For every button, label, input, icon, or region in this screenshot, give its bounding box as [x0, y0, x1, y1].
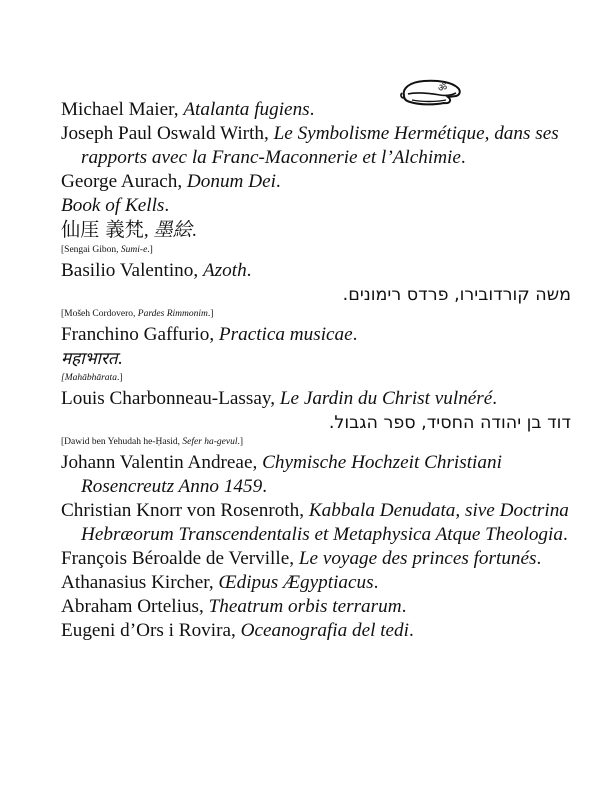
entry-punctuation: .: [408, 620, 414, 641]
bibliography-list: [61, 98, 581, 643]
entry-title: Chymische Hochzeit Christiani Rosencreutz Anno 1459: [81, 452, 502, 497]
entry-title: Atalanta fugiens: [183, 99, 310, 120]
entry-author: Athanasius Kircher: [61, 572, 209, 593]
entry-author: George Aurach: [61, 171, 178, 192]
entry-author: [Sengai Gibon: [61, 245, 117, 255]
bibliography-entry: François Béroalde de Verville, Le voyage des princes fortunés.: [61, 548, 542, 569]
entry-punctuation: .: [328, 413, 335, 433]
entry-punctuation: .: [373, 572, 379, 593]
entry-title: Theatrum orbis terrarum: [208, 596, 402, 617]
bibliography-entry: Michael Maier, Atalanta fugiens.: [61, 99, 315, 120]
entry-author: [Dawid ben Yehudah he-Ḥasid: [61, 437, 178, 447]
entry-title: Sefer ha-gevul: [182, 437, 238, 447]
entry-title: Donum Dei: [186, 171, 276, 192]
bibliography-entry: Johann Valentin Andreae, Chymische Hochzeit Christiani Rosencreutz Anno 1459.: [61, 452, 502, 497]
entry-punctuation: .]: [207, 309, 214, 319]
entry-punctuation: .]: [237, 437, 244, 447]
transliteration-note: [Mošeh Cordovero, Pardes Rimmonim.]: [61, 309, 214, 319]
entry-author: Johann Valentin Andreae: [61, 452, 253, 473]
entry-punctuation: .: [164, 195, 170, 216]
bibliography-entry: Basilio Valentino, Azoth.: [61, 260, 252, 281]
entry-punctuation: .: [262, 476, 267, 497]
bibliography-entry: George Aurach, Donum Dei.: [61, 171, 281, 192]
entry-author: 仙厓 義梵: [61, 218, 144, 241]
entry-punctuation: .: [562, 524, 568, 545]
entry-punctuation: .]: [147, 245, 153, 255]
entry-punctuation: .]: [116, 373, 123, 383]
svg-text:ॐ: ॐ: [438, 83, 448, 94]
entry-title: Œdipus Ægyptiacus: [218, 572, 374, 593]
entry-punctuation: .: [342, 285, 349, 305]
entry-punctuation: .: [191, 220, 197, 241]
entry-punctuation: .: [309, 99, 315, 120]
bibliography-entry: 仙厓 義梵, 墨絵.: [61, 218, 197, 241]
transliteration-note: [61, 372, 581, 385]
bibliography-entry: Franchino Gaffurio, Practica musicae.: [61, 324, 358, 345]
entry-punctuation: .: [401, 596, 407, 617]
entry-punctuation: .: [117, 348, 123, 369]
entry-title: [Mahābhārata: [61, 373, 117, 383]
entry-punctuation: .: [492, 388, 498, 409]
entry-title: Oceanografia del tedi: [240, 620, 409, 641]
entry-title: Le voyage des princes fortunés: [298, 548, 537, 569]
entry-title: ספר הגבול: [334, 413, 416, 433]
bibliography-entry: [61, 347, 581, 371]
entry-author: דוד בן יהודה החסיד: [426, 413, 571, 433]
entry-author: Louis Charbonneau-Lassay: [61, 388, 271, 409]
entry-title: 墨絵: [153, 218, 192, 241]
bibliography-entry: Christian Knorr von Rosenroth, Kabbala Denudata, sive Doctrina Hebræorum Transcendentalis et Metaphysica Atque Theologia.: [61, 500, 569, 545]
entry-title: Practica musicae: [218, 324, 353, 345]
entry-punctuation: .: [352, 324, 358, 345]
entry-author: משה קורדובירו: [459, 285, 571, 305]
entry-author: Franchino Gaffurio: [61, 324, 210, 345]
entry-title: Book of Kells: [61, 195, 165, 216]
entry-title: Sumi-e: [120, 245, 148, 255]
bibliography-entry: [61, 194, 581, 218]
transliteration-note: [Sengai Gibon, Sumi-e.]: [61, 245, 153, 255]
entry-author: Abraham Ortelius: [61, 596, 200, 617]
entry-author: [Mošeh Cordovero: [61, 309, 134, 319]
bibliography-entry: Joseph Paul Oswald Wirth, Le Symbolisme Hermétique, dans ses rapports avec la Franc-Maconnerie et l’Alchimie.: [61, 123, 559, 168]
entry-author: Basilio Valentino: [61, 260, 194, 281]
entry-title: Le Symbolisme Hermétique, dans ses rapports avec la Franc-Maconnerie et l’Alchimie: [81, 123, 559, 168]
entry-author: Michael Maier: [61, 99, 174, 120]
entry-author: François Béroalde de Verville: [61, 548, 290, 569]
entry-title: פרדס רימונים: [348, 285, 449, 305]
entry-title: Le Jardin du Christ vulnéré: [279, 388, 493, 409]
bibliography-entry: דוד בן יהודה החסיד, ספר הגבול.: [328, 413, 571, 433]
entry-punctuation: .: [460, 147, 466, 168]
bibliography-entry: Abraham Ortelius, Theatrum orbis terrarum.: [61, 596, 407, 617]
entry-title: महाभारत: [61, 349, 118, 369]
bibliography-entry: Eugeni d’Ors i Rovira, Oceanografia del tedi.: [61, 620, 414, 641]
bibliography-entry: Louis Charbonneau-Lassay, Le Jardin du Christ vulnéré.: [61, 388, 498, 409]
entry-author: Christian Knorr von Rosenroth: [61, 500, 300, 521]
entry-author: Joseph Paul Oswald Wirth: [61, 123, 264, 144]
entry-title: Kabbala Denudata, sive Doctrina Hebræorum Transcendentalis et Metaphysica Atque Theologia: [81, 500, 569, 545]
entry-author: Eugeni d’Ors i Rovira: [61, 620, 231, 641]
entry-title: Azoth: [202, 260, 247, 281]
bibliography-entry: משה קורדובירו, פרדס רימונים.: [342, 285, 571, 305]
entry-punctuation: .: [275, 171, 281, 192]
entry-title: Pardes Rimmonim: [137, 309, 208, 319]
entry-punctuation: .: [536, 548, 542, 569]
entry-punctuation: .: [246, 260, 252, 281]
transliteration-note: [Dawid ben Yehudah he-Ḥasid, Sefer ha-gevul.]: [61, 437, 244, 447]
bibliography-entry: Athanasius Kircher, Œdipus Ægyptiacus.: [61, 572, 379, 593]
